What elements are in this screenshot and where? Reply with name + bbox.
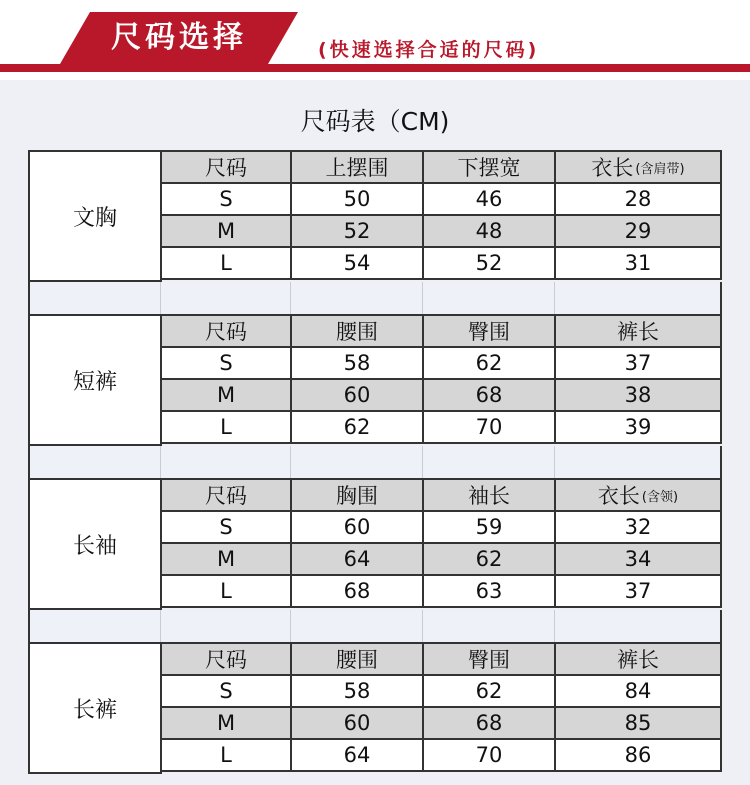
column-header (162, 480, 292, 512)
table-row (162, 740, 722, 772)
size-cell: L (162, 740, 292, 772)
spacer-divider (160, 446, 161, 478)
header-row (162, 644, 722, 676)
size-cell: S (162, 348, 292, 380)
measure-cell: 46 (424, 184, 556, 216)
column-header-text: 裤长 (617, 648, 659, 672)
column-header (424, 316, 556, 348)
measure-cell: 63 (424, 576, 556, 608)
spacer-divider (422, 282, 423, 314)
column-header-text: 尺码 (205, 156, 247, 180)
size-cell: M (162, 216, 292, 248)
column-header-text: 胸围 (336, 484, 378, 508)
size-cell: M (162, 708, 292, 740)
size-cell: S (162, 676, 292, 708)
column-header-text: 袖长 (468, 484, 510, 508)
table-row (162, 184, 722, 216)
table-row (162, 412, 722, 444)
measure-cell: 52 (292, 216, 424, 248)
category-label: 长袖 (30, 480, 162, 610)
spacer-divider (554, 610, 555, 642)
size-cell: L (162, 248, 292, 280)
measure-cell: 31 (556, 248, 722, 280)
spacer-divider (160, 610, 161, 642)
column-header (424, 644, 556, 676)
banner-subtitle: (快速选择合适的尺码) (318, 39, 540, 61)
spacer-divider (160, 282, 161, 314)
header-section (0, 0, 750, 80)
accent-divider (0, 64, 750, 72)
spacer-divider (290, 446, 291, 478)
measure-cell: 68 (424, 708, 556, 740)
column-header-text: 尺码 (205, 648, 247, 672)
column-header-note: (含肩带) (635, 161, 685, 177)
column-header-text: 衣长 (591, 156, 634, 180)
column-header-text: 上摆围 (325, 156, 389, 180)
table-row (162, 512, 722, 544)
spacer-divider (290, 282, 291, 314)
column-header (162, 316, 292, 348)
table-row (162, 380, 722, 412)
column-header-text: 腰围 (336, 648, 378, 672)
column-header (424, 480, 556, 512)
spacer-row (30, 610, 722, 644)
table-row (162, 576, 722, 608)
measure-cell: 34 (556, 544, 722, 576)
measure-cell: 60 (292, 708, 424, 740)
size-chart-title: 尺码表（CM) (300, 107, 450, 136)
measure-cell: 62 (424, 676, 556, 708)
column-header-note: (含领) (641, 489, 679, 505)
header-row (162, 316, 722, 348)
column-header (162, 644, 292, 676)
column-header (162, 152, 292, 184)
size-block (30, 644, 722, 774)
spacer-divider (554, 446, 555, 478)
spacer-divider (422, 446, 423, 478)
column-header (556, 644, 722, 676)
header-row (162, 480, 722, 512)
measure-cell: 58 (292, 676, 424, 708)
measure-cell: 59 (424, 512, 556, 544)
size-block (30, 316, 722, 446)
size-chart-table (28, 150, 722, 774)
measure-cell: 29 (556, 216, 722, 248)
table-row (162, 248, 722, 280)
column-header (556, 480, 722, 512)
column-header (292, 152, 424, 184)
column-header (292, 316, 424, 348)
measure-cell: 64 (292, 740, 424, 772)
size-block (30, 480, 722, 610)
column-header-text: 臀围 (468, 320, 510, 344)
size-block (30, 152, 722, 282)
measure-cell: 39 (556, 412, 722, 444)
measure-cell: 84 (556, 676, 722, 708)
measure-cell: 28 (556, 184, 722, 216)
measure-cell: 50 (292, 184, 424, 216)
column-header (556, 316, 722, 348)
measure-cell: 37 (556, 576, 722, 608)
size-cell: S (162, 184, 292, 216)
column-header-text: 下摆宽 (457, 156, 521, 180)
column-header-text: 臀围 (468, 648, 510, 672)
column-header-text: 衣长 (597, 484, 640, 508)
measure-cell: 70 (424, 740, 556, 772)
column-header (292, 644, 424, 676)
column-header (556, 152, 722, 184)
category-label: 长裤 (30, 644, 162, 774)
measure-cell: 60 (292, 512, 424, 544)
table-row (162, 708, 722, 740)
column-header-text: 尺码 (205, 320, 247, 344)
measure-cell: 62 (424, 544, 556, 576)
measure-cell: 70 (424, 412, 556, 444)
size-cell: L (162, 412, 292, 444)
size-cell: M (162, 544, 292, 576)
table-row (162, 348, 722, 380)
column-header (424, 152, 556, 184)
column-header-text: 尺码 (205, 484, 247, 508)
size-cell: S (162, 512, 292, 544)
measure-cell: 64 (292, 544, 424, 576)
measure-cell: 58 (292, 348, 424, 380)
column-header-text: 腰围 (336, 320, 378, 344)
table-row (162, 676, 722, 708)
measure-cell: 62 (292, 412, 424, 444)
spacer-row (30, 282, 722, 316)
banner-title: 尺码选择 (111, 20, 247, 55)
spacer-divider (422, 610, 423, 642)
spacer-row (30, 446, 722, 480)
header-row (162, 152, 722, 184)
measure-cell: 85 (556, 708, 722, 740)
measure-cell: 62 (424, 348, 556, 380)
category-label: 短裤 (30, 316, 162, 446)
measure-cell: 68 (424, 380, 556, 412)
measure-cell: 37 (556, 348, 722, 380)
spacer-divider (290, 610, 291, 642)
measure-cell: 68 (292, 576, 424, 608)
spacer-divider (554, 282, 555, 314)
table-row (162, 216, 722, 248)
measure-cell: 60 (292, 380, 424, 412)
table-row (162, 544, 722, 576)
column-header (292, 480, 424, 512)
measure-cell: 48 (424, 216, 556, 248)
size-cell: M (162, 380, 292, 412)
measure-cell: 38 (556, 380, 722, 412)
measure-cell: 54 (292, 248, 424, 280)
size-cell: L (162, 576, 292, 608)
measure-cell: 86 (556, 740, 722, 772)
column-header-text: 裤长 (617, 320, 659, 344)
category-label: 文胸 (30, 152, 162, 282)
measure-cell: 32 (556, 512, 722, 544)
measure-cell: 52 (424, 248, 556, 280)
